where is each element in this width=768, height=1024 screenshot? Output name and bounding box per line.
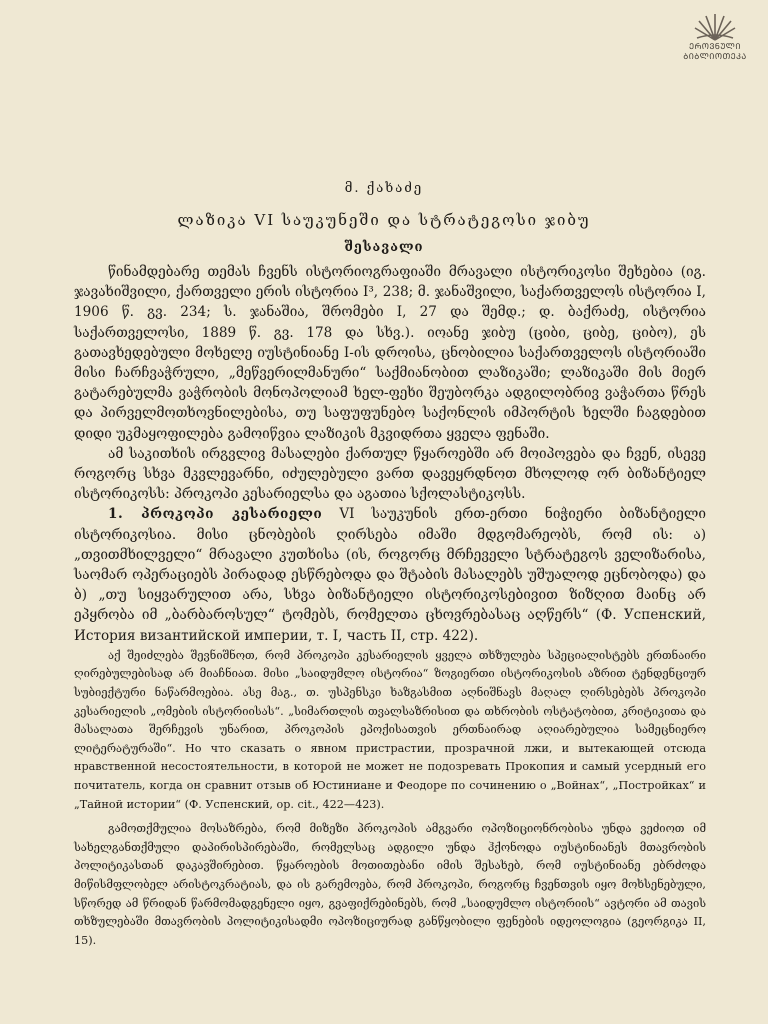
footnote-block bbox=[74, 647, 706, 951]
library-logo bbox=[670, 10, 760, 62]
article-title: ლაზიკა VI საუკუნეში და სტრატეგოსი ჯიბუ bbox=[177, 211, 591, 229]
article-body bbox=[74, 262, 706, 950]
paragraph-1: წინამდებარე თემას ჩვენს ისტორიოგრაფიაში მრავალი ისტორიკოსი შეხებია (იგ. ჯავახიშვილი, ქართველი ერის ისტორია I³, 238; მ. ჯანაშვილი, საქართველოს ისტორია I, 1906 წ. გვ. 234; ს. ჯანაშია, შრომები I, 27 და შემდ.; დ. ბაქრაძე, ისტორია საქართველოსი, 1889 წ. გვ. 178 და სხვ.). იოანე ჯიბუ (ციბი, ციბე, ციბო), ეს გათავხედებული მოხელე იუსტინიანე I-ის დროისა, ცნობილია საქართველოს ისტორიაში მისი ჩარჩვაჭრული, „მეწვერილმანური“ საქმიანობით ლაზიკაში; ლაზიკაში მის მიერ გატარებულმა ვაჭრობის მონოპოლიამ ხელ-ფეხი შეუბორკა ადგილობრივ ვაჭართა წრეს და პირველმოთხოვნილებისა, თუ საფუფუნებო საქონლის იმპორტის ხელში ჩაგდებით დიდი უკმაყოფილება გამოიწვია ლაზიკის მკვიდრთა ყველა ფენაში. bbox=[74, 264, 706, 442]
procopius-heading: 1. პროკოპი კესარიელი bbox=[108, 506, 323, 523]
logo-caption-line-2: ᲑᲘᲑᲚᲘᲝᲗᲔᲙᲐ bbox=[683, 52, 747, 61]
logo-caption-line-1: ᲔᲠᲝᲕᲜᲣᲚᲘ bbox=[689, 42, 741, 51]
book-fan-icon bbox=[692, 10, 738, 42]
section-heading-introduction: შესავალი bbox=[344, 240, 424, 255]
paragraph-procopius bbox=[74, 504, 706, 645]
procopius-text: VI საუკუნის ერთ-ერთი ნიჭიერი ბიზანტიელი ისტორიკოსია. მისი ცნობების ღირსება იმაში მდგომარეობს, რომ ის: ა) „თვითმხილველი“ მრავალი კუთხისა (ის, როგორც მრჩეველი სტრატეგოს ველიზარისა, საომარ ოპერაციებს პირადად ესწრებოდა და შტაბის მასალებს უშუალოდ ეცნობოდა) და ბ) „თუ სიყვარულით არა, სხვა ბიზანტიელი ისტორიკოსებივით ზიზღით მაინც არ ეპყრობა იმ „ბარბაროსულ“ ტომებს, რომელთა ცხოვრებასაც აღწერს“ (Ф. Успенский, История византийской империи, т. I, часть II, стр. 422). bbox=[74, 506, 706, 644]
footnote-paragraph-2: გამოთქმულია მოსაზრება, რომ მიზეზი პროკოპის ამგვარი ოპოზიციონრობისა უნდა ვეძიოთ იმ სახელგანთქმული დაპირისპირებაში, რომელსაც ადგილი უნდა ჰქონოდა იუსტინიანეს მთავრობის პოლიტიკასთან დაკავშირებით. წყაროების მოთითებანი იმის შესახებ, რომ იუსტინიანე ებრძოდა მიწისმფლობელ არისტოკრატიას, და ის გარემოება, რომ პროკოპი, როგორც ჩვენთვის იყო მოხსენებული, სწორედ ამ წრიდან წარმომადგენელი იყო, გვაფიქრებინებს, რომ „საიდუმლო ისტორიის“ ავტორი ამ თავის თხზულებაში მთავრობის პოლიტიკისადმი ოპოზიციურად განწყობილი ფენების იდეოლოგია (გეორგიკა II, 15). bbox=[74, 822, 706, 947]
paragraph-2: ამ საკითხის ირგვლივ მასალები ქართულ წყაროებში არ მოიპოვება და ჩვენ, ისევე როგორც სხვა მკვლევარნი, იძულებული ვართ დავეყრდნოთ მხოლოდ ორ ბიზანტიელ ისტორიკოსს: პროკოპი კესარიელსა და აგათია სქოლასტიკოსს. bbox=[74, 445, 706, 503]
footnote-paragraph-1: აქ შეიძლება შევნიშნოთ, რომ პროკოპი კესარიელის ყველა თხზულება სპეციალისტებს ერთნაირი ღირებულებისად არ მიაჩნიათ. მისი „საიდუმლო ისტორია“ ზოგიერთი ისტორიკოსის აზრით ტენდენციურ სუბიექტური ნაწარმოებია. ასე მაგ., თ. უსპენსკი ხაზგასმით აღნიშნავს მაღალ ღირსებებს პროკოპი კესარიელის „ომების ისტორიისას“. „სიმართლის თვალსაზრისით და თხრობის ოსტატობით, კრიტიკითა და მასალათა შერჩევის უნარით, პროკოპის ეპოქისათვის ერთნაირად აღიარებულია სამეცნიერო ლიტერატურაში“. Но что сказать о явном пристрастии, прозрачной лжи, и вытекающей отсюда нравственной несостоятельности, в которой не может не подозревать Прокопия и самый усердный его почитатель, когда он сравнит отзыв об Юстиниане и Феодоре по сочинению о „Войнах“, „Постройках“ и „Тайной истории“ (Ф. Успенский, op. cit., 422—423). bbox=[74, 648, 706, 811]
author-name: მ. ქახაძე bbox=[344, 181, 424, 196]
